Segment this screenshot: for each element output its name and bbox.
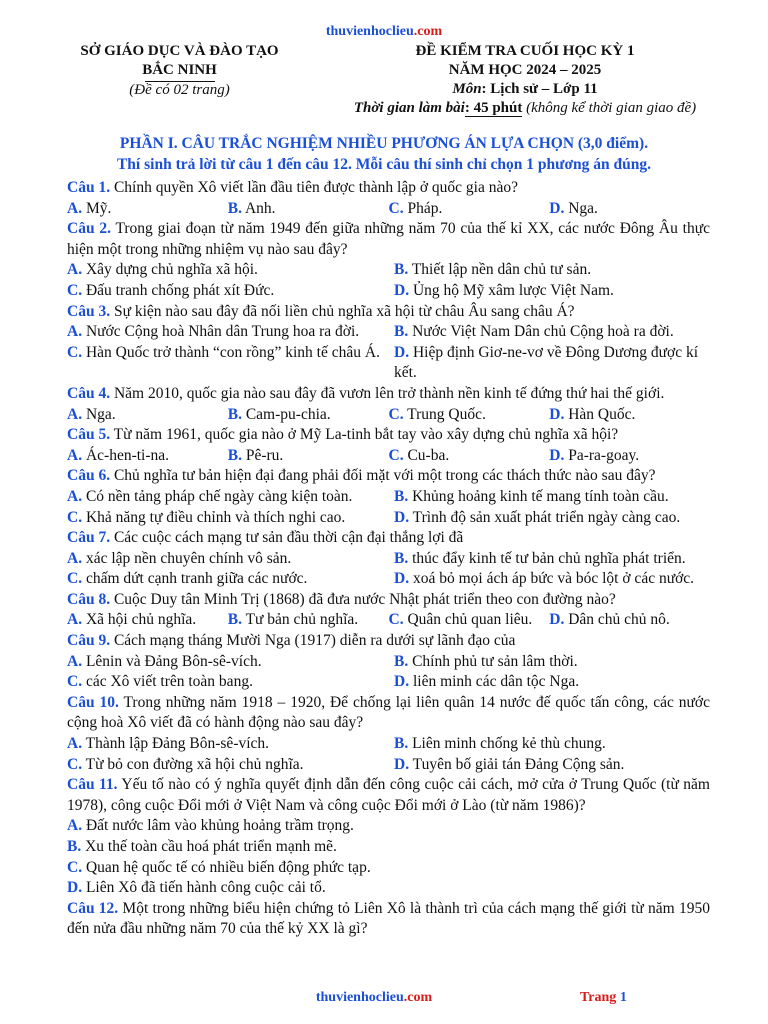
- question-stem: [67, 528, 710, 549]
- answer-option[interactable]: [67, 569, 394, 590]
- option-letter: C.: [67, 755, 83, 773]
- option-row: [67, 260, 710, 281]
- option-row: [67, 569, 710, 590]
- option-letter: D.: [549, 199, 565, 217]
- page-number: 1: [619, 990, 627, 1005]
- answer-option[interactable]: [67, 610, 228, 631]
- question-text: Trong giai đoạn từ năm 1949 đến giữa những năm 70 của thế kỉ XX, các nước Đông Âu thực hiện một trong những nhiệm vụ nào sau đây?: [67, 220, 710, 258]
- option-letter: C.: [67, 508, 83, 526]
- page-indicator: [580, 990, 627, 1006]
- option-text: liên minh các dân tộc Nga.: [409, 673, 580, 691]
- question-text: Yếu tố nào có ý nghĩa quyết định dẫn đến công cuộc cải cách, mở cửa ở Trung Quốc (từ năm 1978), công cuộc Đổi mới ở Việt Nam và công cuộc Đổi mới ở Lào (từ năm 1986)?: [67, 776, 710, 814]
- footer-site-domain: .com: [403, 990, 433, 1005]
- answer-option[interactable]: [394, 487, 710, 508]
- option-letter: B.: [227, 199, 242, 217]
- option-letter: D.: [394, 570, 410, 588]
- answer-option[interactable]: [67, 322, 394, 343]
- question-text: Cuộc Duy tân Minh Trị (1868) đã đưa nước Nhật phát triển theo con đường nào?: [110, 590, 616, 608]
- option-row: [67, 322, 710, 343]
- answer-option[interactable]: [394, 672, 710, 693]
- time-value: : 45 phút: [464, 100, 523, 116]
- subject-line: [310, 80, 740, 99]
- answer-option[interactable]: [67, 652, 394, 673]
- option-letter: C.: [67, 858, 83, 876]
- answer-option[interactable]: [394, 569, 710, 590]
- question-text: Trong những năm 1918 – 1920, Để chống lại liên quân 14 nước đế quốc tấn công, các nước cộng hoà Xô viết đã có hành động nào sau đây?: [67, 693, 710, 732]
- answer-option[interactable]: [389, 446, 550, 467]
- option-text: Xu thế toàn cầu hoá phát triển mạnh mẽ.: [81, 838, 337, 855]
- answer-option[interactable]: [394, 260, 710, 281]
- option-text: Quan hệ quốc tế có nhiều biến động phức tạp.: [82, 858, 371, 876]
- option-letter: C.: [388, 611, 404, 629]
- question-number: Câu 9.: [67, 632, 111, 650]
- option-letter: D.: [394, 673, 410, 691]
- question-text: Chủ nghĩa tư bản hiện đại đang phải đối mặt với một trong các thách thức nào sau đây?: [110, 467, 656, 485]
- question-number: Câu 10.: [67, 693, 119, 711]
- question-number: Câu 5.: [67, 426, 111, 444]
- answer-option[interactable]: [67, 487, 394, 508]
- site-header: [0, 24, 768, 40]
- option-letter: C.: [67, 281, 83, 299]
- question-number: Câu 3.: [67, 302, 111, 320]
- answer-option[interactable]: [389, 199, 550, 220]
- department-name: SỞ GIÁO DỤC VÀ ĐÀO TẠO: [80, 43, 279, 59]
- option-letter: A.: [67, 487, 83, 505]
- question-stem: [67, 590, 710, 611]
- option-letter: B.: [394, 487, 409, 505]
- option-text: Nước Cộng hoà Nhân dân Trung hoa ra đời.: [82, 323, 360, 341]
- answer-option[interactable]: [394, 652, 710, 673]
- option-letter: A.: [67, 817, 83, 835]
- option-letter: D.: [394, 508, 410, 526]
- answer-option[interactable]: [67, 281, 394, 302]
- option-text: Ủng hộ Mỹ xâm lược Việt Nam.: [409, 281, 614, 299]
- question-stem: [67, 631, 710, 652]
- time-label: Thời gian làm bài: [353, 100, 465, 116]
- site-name: thuvienhoclieu: [325, 24, 414, 39]
- option-row: [67, 549, 710, 570]
- question-number: Câu 7.: [67, 529, 111, 547]
- answer-option[interactable]: [67, 508, 394, 529]
- option-text: Có nền tảng pháp chế ngày càng kiện toàn.: [82, 487, 353, 505]
- option-text: Trình độ sản xuất phát triển ngày càng cao.: [409, 508, 681, 526]
- option-text: Từ bỏ con đường xã hội chủ nghĩa.: [82, 755, 304, 773]
- answer-option[interactable]: [394, 343, 710, 384]
- option-text: Xã hội chủ nghĩa.: [82, 611, 197, 629]
- answer-option[interactable]: [549, 199, 710, 220]
- option-text: Pháp.: [403, 199, 443, 217]
- site-footer: [0, 990, 758, 1006]
- question-stem: [67, 302, 710, 323]
- option-letter: A.: [67, 735, 83, 753]
- question-stem: [67, 466, 710, 487]
- answer-option[interactable]: [67, 878, 710, 899]
- page-label: Trang: [580, 990, 620, 1005]
- answer-option[interactable]: [67, 816, 710, 837]
- option-text: Hàn Quốc.: [564, 405, 636, 423]
- question-stem: [67, 775, 710, 816]
- option-letter: B.: [394, 652, 409, 670]
- option-text: Nước Việt Nam Dân chủ Cộng hoà ra đời.: [408, 323, 674, 341]
- option-letter: D.: [394, 343, 410, 361]
- question-text: Năm 2010, quốc gia nào sau đây đã vươn lên trở thành nền kinh tế đứng thứ hai thế giới.: [110, 384, 665, 402]
- option-letter: C.: [67, 570, 83, 588]
- option-text: Trung Quốc.: [403, 405, 486, 423]
- exam-block: [310, 42, 740, 118]
- option-letter: B.: [394, 261, 409, 279]
- answer-option[interactable]: [228, 405, 389, 426]
- answer-option[interactable]: [228, 610, 389, 631]
- option-text: Anh.: [241, 199, 276, 217]
- question-text: Các cuộc cách mạng tư sản đầu thời cận đại thắng lợi đã: [110, 529, 464, 547]
- option-text: Hàn Quốc trở thành “con rồng” kinh tế châu Á.: [82, 343, 380, 361]
- question-stem: [67, 693, 710, 734]
- option-text: xác lập nền chuyên chính vô sản.: [82, 549, 292, 567]
- option-row: [67, 446, 710, 467]
- option-letter: B.: [394, 323, 409, 341]
- question-number: Câu 12.: [67, 899, 119, 917]
- question-stem: [67, 219, 710, 260]
- option-text: Xây dựng chủ nghĩa xã hội.: [82, 261, 258, 279]
- subject-value: : Lịch sử – Lớp 11: [481, 81, 598, 97]
- question-text: Sự kiện nào sau đây đã nối liền chủ nghĩa xã hội từ châu Âu sang châu Á?: [110, 302, 575, 320]
- option-text: Liên Xô đã tiến hành công cuộc cải tổ.: [82, 879, 326, 897]
- option-row: [67, 508, 710, 529]
- answer-option[interactable]: [67, 343, 394, 384]
- option-text: Khả năng tự điều chỉnh và thích nghi cao.: [82, 508, 346, 526]
- option-letter: A.: [67, 652, 83, 670]
- option-text: Ác-hen-ti-na.: [82, 446, 170, 464]
- question-text: Từ năm 1961, quốc gia nào ở Mỹ La-tinh bắt tay vào xây dựng chủ nghĩa xã hội?: [110, 426, 619, 444]
- option-row: [67, 652, 710, 673]
- site-domain: .com: [413, 24, 443, 39]
- department-divider: [145, 81, 215, 82]
- option-letter: D.: [549, 611, 565, 629]
- answer-option[interactable]: [394, 734, 710, 755]
- option-letter: C.: [67, 673, 83, 691]
- question-number: Câu 6.: [67, 467, 111, 485]
- answer-option[interactable]: [67, 199, 228, 220]
- answer-option[interactable]: [394, 508, 710, 529]
- option-row: [67, 672, 710, 693]
- option-text: Nga.: [564, 199, 598, 217]
- question-stem: [67, 899, 710, 940]
- option-text: Tuyên bố giải tán Đảng Cộng sản.: [409, 755, 625, 773]
- option-text: Pê-ru.: [241, 446, 284, 464]
- answer-option[interactable]: [549, 446, 710, 467]
- option-text: Thành lập Đảng Bôn-sê-vích.: [82, 735, 270, 753]
- answer-option[interactable]: [394, 755, 710, 776]
- answer-option[interactable]: [394, 281, 710, 302]
- section-instruction: Thí sinh trả lời từ câu 1 đến câu 12. Mỗi câu thí sinh chỉ chọn 1 phương án đúng.: [116, 156, 652, 173]
- subject-label: Môn: [452, 81, 482, 97]
- question-number: Câu 2.: [67, 220, 111, 238]
- option-text: Quân chủ quan liêu.: [403, 611, 533, 629]
- answer-option[interactable]: [228, 446, 389, 467]
- question-text: Chính quyền Xô viết lần đầu tiên được thành lập ở quốc gia nào?: [110, 179, 518, 196]
- option-letter: B.: [394, 735, 409, 753]
- option-text: Pa-ra-goay.: [564, 446, 640, 464]
- option-letter: A.: [67, 611, 83, 629]
- option-letter: D.: [549, 446, 565, 464]
- question-number: Câu 8.: [67, 590, 111, 608]
- option-row: [67, 199, 710, 220]
- option-letter: B.: [394, 549, 409, 567]
- question-list: [67, 178, 710, 940]
- option-text: Đất nước lâm vào khủng hoảng trầm trọng.: [82, 817, 354, 835]
- answer-option[interactable]: [394, 549, 710, 570]
- page-count-note: (Đề có 02 trang): [129, 82, 230, 98]
- option-text: các Xô viết trên toàn bang.: [82, 673, 253, 691]
- question-number: Câu 4.: [67, 384, 111, 402]
- option-letter: D.: [549, 405, 565, 423]
- question-text: Cách mạng tháng Mười Nga (1917) diễn ra dưới sự lãnh đạo của: [110, 632, 516, 650]
- question-number: Câu 11.: [67, 776, 118, 794]
- option-text: Mỹ.: [82, 199, 112, 217]
- option-text: xoá bỏ mọi ách áp bức và bóc lột ở các nước.: [409, 570, 695, 588]
- answer-option[interactable]: [228, 199, 389, 220]
- option-letter: A.: [67, 323, 83, 341]
- question-stem: [67, 425, 710, 446]
- option-letter: A.: [67, 261, 83, 279]
- answer-option[interactable]: [394, 322, 710, 343]
- option-letter: A.: [67, 405, 83, 423]
- time-note: (không kể thời gian giao đề): [522, 100, 697, 116]
- option-letter: B.: [67, 838, 82, 855]
- option-text: Hiệp định Giơ-ne-vơ về Đông Dương được kí kết.: [394, 343, 699, 382]
- answer-option[interactable]: [67, 755, 394, 776]
- option-letter: C.: [67, 343, 83, 361]
- option-row: [67, 405, 710, 426]
- option-letter: B.: [227, 446, 242, 464]
- option-letter: C.: [388, 199, 404, 217]
- option-text: Thiết lập nền dân chủ tư sản.: [408, 261, 592, 279]
- option-letter: D.: [394, 755, 410, 773]
- option-letter: A.: [67, 549, 83, 567]
- option-text: Tư bản chủ nghĩa.: [241, 611, 359, 629]
- option-row: [67, 487, 710, 508]
- option-row: [67, 610, 710, 631]
- answer-option[interactable]: [549, 610, 710, 631]
- option-letter: A.: [67, 199, 83, 217]
- option-text: Cu-ba.: [403, 446, 450, 464]
- question-text: Một trong những biểu hiện chứng tỏ Liên Xô là thành trì của cách mạng thế giới từ năm 1950 đến nửa đầu những năm 70 của thế kỷ XX là gì?: [67, 899, 710, 938]
- option-text: Nga.: [82, 405, 116, 423]
- province-name: BẮC NINH: [142, 62, 217, 78]
- school-year: NĂM HỌC 2024 – 2025: [448, 62, 602, 78]
- option-letter: C.: [388, 446, 404, 464]
- answer-option[interactable]: [67, 405, 228, 426]
- option-letter: A.: [67, 446, 83, 464]
- answer-option[interactable]: [67, 734, 394, 755]
- department-block: [52, 42, 307, 100]
- question-number: Câu 1.: [67, 179, 111, 196]
- option-text: Dân chủ chủ nô.: [564, 611, 670, 629]
- section-title: PHẦN I. CÂU TRẮC NGHIỆM NHIỀU PHƯƠNG ÁN LỰA CHỌN (3,0 điểm).: [119, 135, 649, 152]
- answer-option[interactable]: [67, 260, 394, 281]
- answer-option[interactable]: [389, 405, 550, 426]
- option-text: chấm dứt cạnh tranh giữa các nước.: [82, 570, 308, 588]
- option-letter: D.: [67, 879, 83, 897]
- option-text: Cam-pu-chia.: [241, 405, 331, 423]
- answer-option[interactable]: [549, 405, 710, 426]
- option-letter: D.: [394, 281, 410, 299]
- option-letter: C.: [388, 405, 404, 423]
- answer-option[interactable]: [389, 610, 550, 631]
- question-stem: [67, 384, 710, 405]
- answer-option[interactable]: [67, 549, 394, 570]
- answer-option[interactable]: [67, 672, 394, 693]
- time-line: [310, 99, 740, 118]
- option-text: thúc đẩy kinh tế tư bản chủ nghĩa phát triển.: [408, 549, 686, 567]
- option-text: Khủng hoảng kinh tế mang tính toàn cầu.: [408, 487, 669, 505]
- exam-title: ĐỀ KIỂM TRA CUỐI HỌC KỲ 1: [415, 43, 635, 59]
- option-text: Chính phủ tư sản lâm thời.: [408, 652, 578, 670]
- option-row: [67, 281, 710, 302]
- option-text: Liên minh chống kẻ thù chung.: [408, 735, 606, 753]
- option-text: Đấu tranh chống phát xít Đức.: [82, 281, 275, 299]
- option-letter: B.: [227, 405, 242, 423]
- answer-option[interactable]: [67, 446, 228, 467]
- answer-option[interactable]: [67, 837, 710, 858]
- option-row: [67, 343, 710, 384]
- option-text: Lênin và Đảng Bôn-sê-vích.: [82, 652, 262, 670]
- footer-site-name: thuvienhoclieu: [315, 990, 404, 1005]
- option-letter: B.: [227, 611, 242, 629]
- answer-option[interactable]: [67, 858, 710, 879]
- option-row: [67, 734, 710, 755]
- option-row: [67, 755, 710, 776]
- question-stem: [67, 178, 710, 199]
